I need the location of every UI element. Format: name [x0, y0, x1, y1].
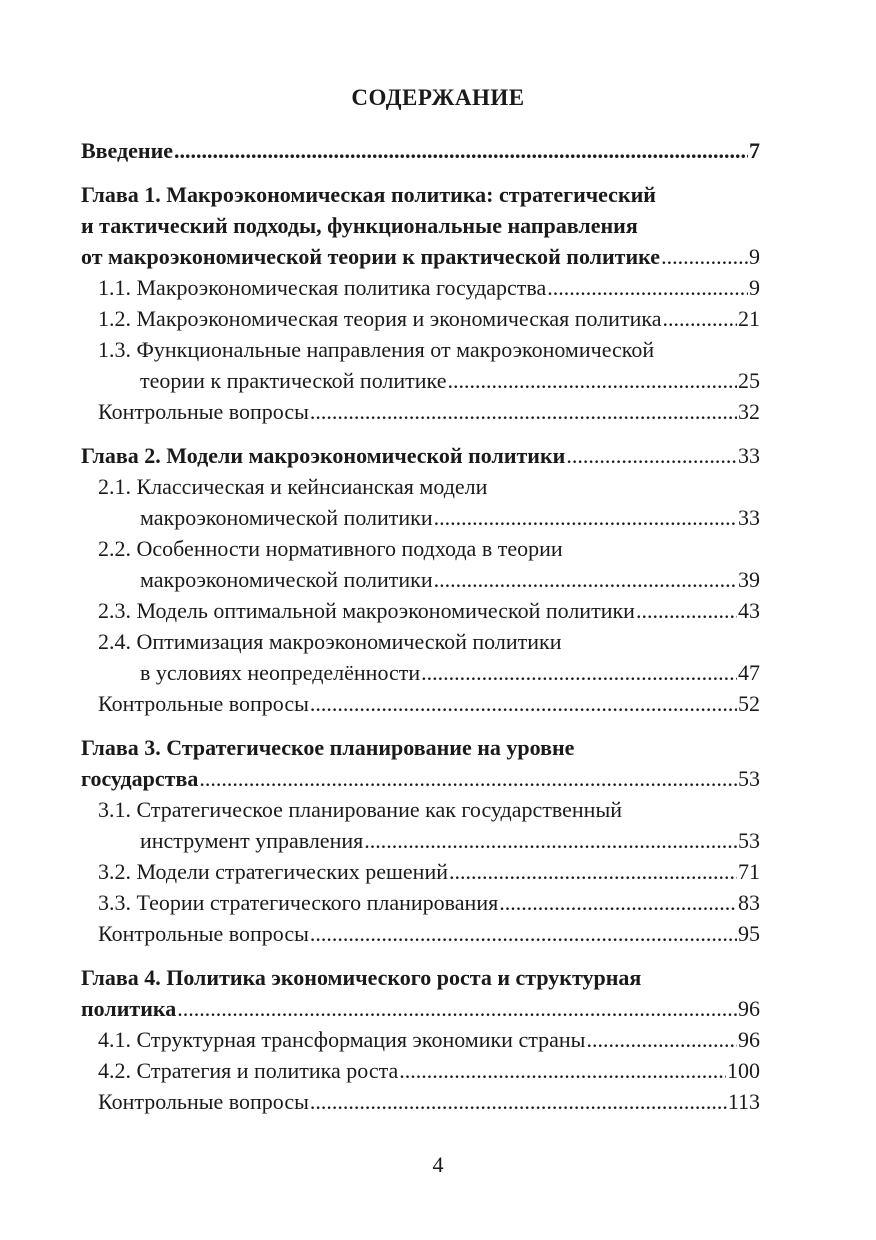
dot-leader — [177, 993, 737, 1024]
toc-entry-text: 2.3. Модель оптимальной макроэкономической политики — [98, 598, 635, 623]
toc-section-2-2-line1[interactable]: 2.2. Особенности нормативного подхода в теории — [98, 536, 563, 561]
toc-section-2-1-line2[interactable] — [81, 502, 760, 533]
toc-title: СОДЕРЖАНИЕ — [351, 85, 525, 110]
dot-leader — [434, 564, 737, 595]
toc-page-number: 33 — [738, 505, 760, 530]
toc-entry-text: Контрольные вопросы — [98, 921, 309, 946]
toc-page-number: 33 — [738, 443, 760, 468]
toc-section-3-3[interactable] — [81, 887, 760, 918]
dot-leader — [364, 825, 737, 856]
toc-page-number: 47 — [738, 660, 760, 685]
dot-leader — [499, 887, 737, 918]
toc-entry-text: Глава 2. Модели макроэкономической политики — [81, 443, 566, 468]
toc-page-number: 9 — [749, 275, 760, 300]
dot-leader — [636, 595, 737, 626]
toc-entry-text: 4.1. Структурная трансформация экономики страны — [98, 1027, 586, 1052]
toc-chapter-3-line2[interactable] — [81, 763, 760, 794]
toc-entry-text: Контрольные вопросы — [98, 399, 309, 424]
toc-section-1-3-line1[interactable]: 1.3. Функциональные направления от макроэкономической — [98, 337, 655, 362]
toc-section-2-4-line1[interactable]: 2.4. Оптимизация макроэкономической политики — [98, 629, 562, 654]
toc-section-1-2[interactable] — [81, 303, 760, 334]
dot-leader — [449, 856, 737, 887]
toc-section-3-1-line1[interactable]: 3.1. Стратегическое планирование как государственный — [98, 797, 623, 822]
toc-section-2-2-line2[interactable] — [81, 564, 760, 595]
toc-page-number: 71 — [738, 859, 760, 884]
toc-page-number: 96 — [738, 1027, 760, 1052]
toc-entry-text: макроэкономической политики — [140, 567, 433, 592]
toc-chapter-4-line2[interactable] — [81, 993, 760, 1024]
toc-page-number: 32 — [738, 399, 760, 424]
toc-chapter-1-line2[interactable]: и тактический подходы, функциональные направления — [81, 213, 638, 238]
toc-questions-1[interactable] — [81, 396, 760, 427]
dot-leader — [421, 657, 737, 688]
dot-leader — [434, 502, 737, 533]
table-of-contents — [81, 135, 760, 1117]
dot-leader — [310, 688, 737, 719]
toc-entry-text: от макроэкономической теории к практической политике — [81, 244, 661, 269]
toc-entry-text: 4.2. Стратегия и политика роста — [98, 1058, 399, 1083]
toc-page-number: 53 — [738, 828, 760, 853]
toc-page-number: 113 — [727, 1089, 760, 1114]
toc-section-2-4-line2[interactable] — [81, 657, 760, 688]
toc-section-2-3[interactable] — [81, 595, 760, 626]
toc-entry-text: Введение — [81, 138, 174, 163]
toc-page-number: 21 — [738, 306, 760, 331]
dot-leader — [586, 1024, 737, 1055]
dot-leader — [547, 272, 748, 303]
dot-leader — [310, 1086, 727, 1117]
toc-entry-text: 3.2. Модели стратегических решений — [98, 859, 449, 884]
toc-entry-text: 3.3. Теории стратегического планирования — [98, 890, 499, 915]
dot-leader — [661, 241, 748, 272]
toc-section-1-1[interactable] — [81, 272, 760, 303]
toc-page-number: 96 — [738, 996, 760, 1021]
toc-page-number: 7 — [749, 138, 760, 163]
dot-leader — [199, 763, 737, 794]
toc-chapter-1-line1[interactable]: Глава 1. Макроэкономическая политика: стратегический — [81, 182, 656, 207]
toc-page-number: 100 — [727, 1058, 760, 1083]
toc-page-number: 52 — [738, 691, 760, 716]
toc-page-number: 9 — [749, 244, 760, 269]
dot-leader — [310, 396, 737, 427]
toc-questions-3[interactable] — [81, 918, 760, 949]
toc-entry-text: макроэкономической политики — [140, 505, 433, 530]
toc-questions-4[interactable] — [81, 1086, 760, 1117]
toc-section-1-3-line2[interactable] — [81, 365, 760, 396]
toc-chapter-1-line3[interactable] — [81, 241, 760, 272]
toc-entry-text: инструмент управления — [140, 828, 364, 853]
toc-page-number: 95 — [738, 921, 760, 946]
toc-page-number: 43 — [738, 598, 760, 623]
toc-entry-text: политика — [81, 996, 177, 1021]
dot-leader — [447, 365, 737, 396]
toc-entry-text: Контрольные вопросы — [98, 691, 309, 716]
toc-entry-text: в условиях неопределённости — [140, 660, 421, 685]
toc-entry-intro[interactable] — [81, 135, 760, 166]
toc-section-4-1[interactable] — [81, 1024, 760, 1055]
toc-chapter-4-line1[interactable]: Глава 4. Политика экономического роста и структурная — [81, 965, 642, 990]
toc-chapter-2[interactable] — [81, 440, 760, 471]
toc-entry-text: Контрольные вопросы — [98, 1089, 309, 1114]
toc-entry-text: государства — [81, 766, 199, 791]
dot-leader — [174, 135, 748, 166]
toc-page-number: 83 — [738, 890, 760, 915]
toc-questions-2[interactable] — [81, 688, 760, 719]
toc-section-3-1-line2[interactable] — [81, 825, 760, 856]
toc-entry-text: теории к практической политике — [140, 368, 447, 393]
dot-leader — [566, 440, 737, 471]
dot-leader — [662, 303, 737, 334]
toc-section-2-1-line1[interactable]: 2.1. Классическая и кейнсианская модели — [98, 474, 488, 499]
page-number: 4 — [432, 1152, 444, 1177]
dot-leader — [310, 918, 737, 949]
toc-entry-text: 1.2. Макроэкономическая теория и экономическая политика — [98, 306, 662, 331]
toc-section-3-2[interactable] — [81, 856, 760, 887]
toc-page-number: 25 — [738, 368, 760, 393]
toc-page-number: 39 — [738, 567, 760, 592]
toc-page-number: 53 — [738, 766, 760, 791]
toc-entry-text: 1.1. Макроэкономическая политика государства — [98, 275, 547, 300]
toc-chapter-3-line1[interactable]: Глава 3. Стратегическое планирование на уровне — [81, 735, 575, 760]
dot-leader — [399, 1055, 726, 1086]
toc-section-4-2[interactable] — [81, 1055, 760, 1086]
